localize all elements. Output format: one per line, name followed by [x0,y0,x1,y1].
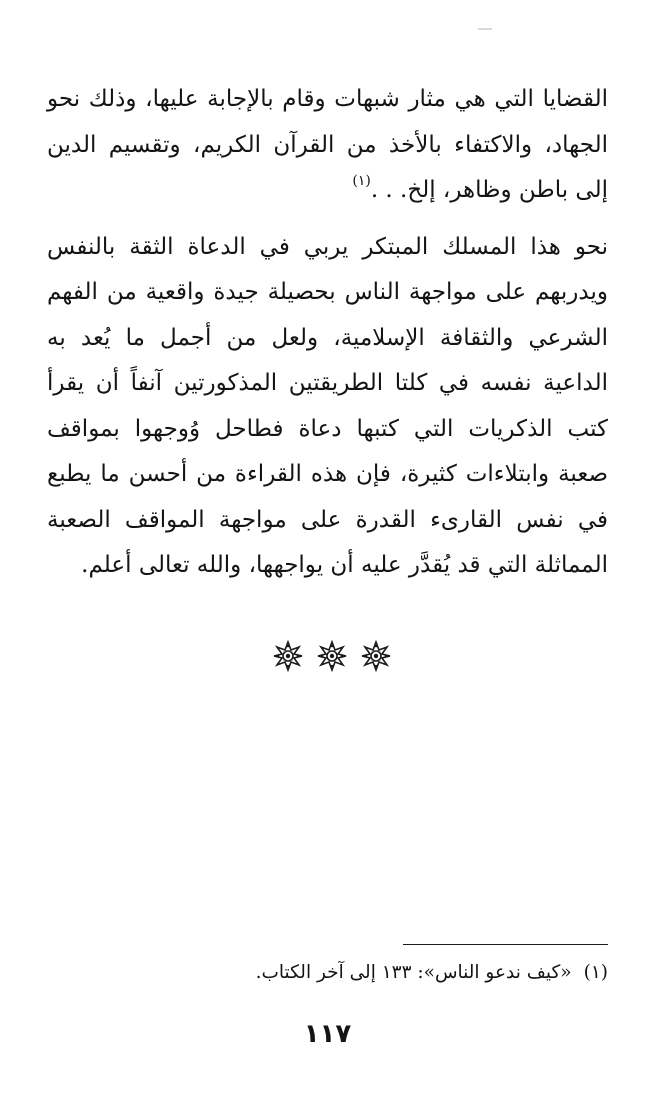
paragraph-1 [47,77,608,214]
footnote-separator [403,944,608,945]
paragraph-2: نحو هذا المسلك المبتكر يربي في الدعاة الثقة بالنفس ويدربهم على مواجهة الناس بحصيلة جيدة واقعية من الفهم الشرعي والثقافة الإسلامية، ولعل من أجمل ما يُعد به الداعية نفسه في كلتا الطريقتين المذكورتين آنفاً أن يقرأ كتب الذكريات التي كتبها دعاة فطاحل وُوجهوا بمواقف صعبة وابتلاءات كثيرة، فإن هذه القراءة من أحسن ما يطبع في نفس القارىء القدرة على مواجهة المواقف الصعبة المماثلة التي قد يُقدَّر عليه أن يواجهها، والله تعالى أعلم. [47,233,608,578]
scan-mark [478,28,492,30]
footnote-marker: (١) [583,962,608,983]
footnote [47,958,608,988]
flower-ornament-icon [360,640,392,672]
section-divider-ornaments [272,636,392,676]
paragraph-1-text: القضايا التي هي مثار شبهات وقام بالإجابة عليها، وذلك نحو الجهاد، والاكتفاء بالأخذ من القرآن الكريم، وتقسيم الدين إلى باطن وظاهر، إلخ. . . [47,86,608,203]
flower-ornament-icon [272,640,304,672]
footnote-reference[interactable]: (١) [352,173,371,189]
flower-ornament-icon [316,640,348,672]
footnote-text: «كيف ندعو الناس»: ١٣٣ إلى آخر الكتاب. [255,962,572,983]
main-text [47,77,608,589]
page-number: ١١٧ [303,1019,352,1049]
